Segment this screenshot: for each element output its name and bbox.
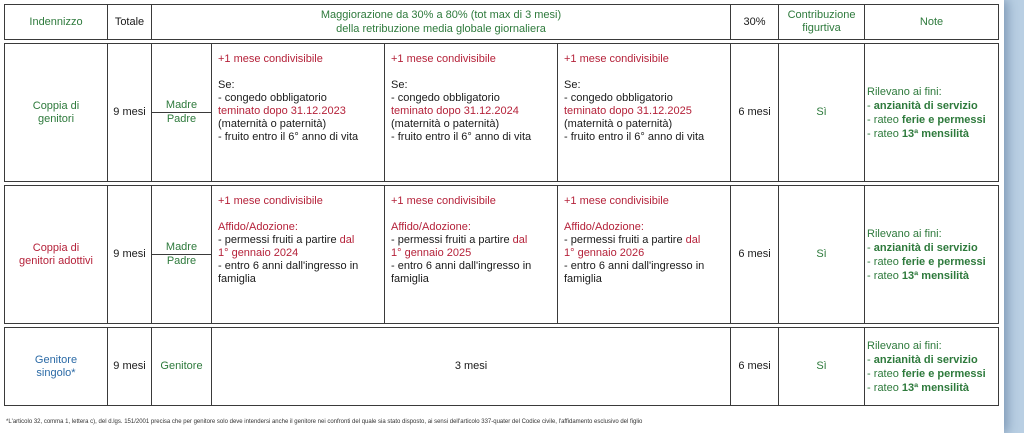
row2-period-2026 [558,186,731,324]
row3-period: 3 mesi [212,328,731,406]
period-date: 1° gennaio 2025 [391,247,472,259]
note-ferie: ferie e permessi [901,255,986,268]
period-line: - congedo obbligatorio [564,92,673,104]
period-line: famiglia [564,273,602,285]
row3-30pct: 6 mesi [731,328,779,406]
period-line: - fruito entro il 6° anno di vita [391,131,532,143]
row3-genitore: Genitore [152,328,212,406]
period-line: - permessi fruiti a partire [391,234,513,246]
header-maggiorazione-line2: della retribuzione media globale giornaliera [336,23,546,35]
row2-madre-padre [152,186,212,324]
note-ferie: ferie e permessi [901,113,986,126]
note-rateo: rateo [873,113,902,126]
period-line: Affido/Adozione: [391,221,471,233]
period-line: - congedo obbligatorio [218,92,327,104]
congedo-parentale-table [4,4,999,406]
header-contribuzione [779,5,865,40]
period-line: Se: [218,79,235,91]
period-line: - entro 6 anni dall'ingresso in [391,260,532,272]
header-maggiorazione-line1: Maggiorazione da 30% a 80% (tot max di 3 mesi) [320,9,562,21]
note-rateo: rateo [873,127,902,140]
row2-totale: 9 mesi [108,186,152,324]
row1-period-2024 [212,44,385,182]
row3-contribuzione: Sì [779,328,865,406]
header-30pct: 30% [731,5,779,40]
note-mensilita: 13ª mensilità [901,269,969,282]
period-line: Se: [564,79,581,91]
period-line: Affido/Adozione: [218,221,298,233]
row1-period-2025 [385,44,558,182]
period-title: +1 mese condivisibile [391,195,496,207]
row2-madre: Madre [152,241,211,255]
note-lead: Rilevano ai fini: [867,85,942,98]
row1-contribuzione: Sì [779,44,865,182]
period-dal: dal [339,234,355,246]
period-line: - fruito entro il 6° anno di vita [218,131,359,143]
note-rateo: rateo [873,269,902,282]
row1-indennizzo-line2: genitori [37,112,75,125]
period-line: - congedo obbligatorio [391,92,500,104]
row2-period-2024 [212,186,385,324]
row1-madre-padre [152,44,212,182]
row-coppia-genitori-adottivi [5,186,999,324]
row3-note: Rilevano ai fini: - anzianità di servizio - rateo ferie e permessi - rateo 13ª mensilità [865,328,999,406]
period-line: Se: [391,79,408,91]
note-mensilita: 13ª mensilità [901,127,969,140]
header-contribuzione-line2: figurtiva [802,22,841,34]
period-title: +1 mese condivisibile [564,53,669,65]
note-ferie: ferie e permessi [901,367,986,380]
period-line: Affido/Adozione: [564,221,644,233]
period-line: - entro 6 anni dall'ingresso in [564,260,705,272]
row2-padre: Padre [166,255,197,267]
note-mensilita: 13ª mensilità [901,381,969,394]
row3-totale: 9 mesi [108,328,152,406]
period-date: teminato dopo 31.12.2024 [391,105,519,117]
note-rateo: rateo [873,381,902,394]
period-date: 1° gennaio 2024 [218,247,299,259]
row3-indennizzo [5,328,108,406]
period-date: teminato dopo 31.12.2025 [564,105,692,117]
header-indennizzo: Indennizzo [5,5,108,40]
period-line: famiglia [391,273,429,285]
row2-indennizzo [5,186,108,324]
footnote: *L'articolo 32, comma 1, lettera c), del d.lgs. 151/2001 precisa che per genitore solo deve intendersi anche il genitore nei confronti del quale sia stato disposto, ai sensi dell'articolo 337-quater del Codice civile, l'affidamento esclusivo del figlio [6,419,643,425]
period-title: +1 mese condivisibile [218,195,323,207]
row-coppia-genitori [5,44,999,182]
row3-indennizzo-line2: singolo* [36,366,76,379]
note-anzianita: anzianità di servizio [873,353,978,366]
period-line: (maternità o paternità) [564,118,673,130]
period-line: (maternità o paternità) [391,118,500,130]
header-totale: Totale [108,5,152,40]
period-line: - entro 6 anni dall'ingresso in [218,260,359,272]
row1-indennizzo-line1: Coppia di [32,99,80,112]
period-date: 1° gennaio 2026 [564,247,645,259]
period-title: +1 mese condivisibile [218,53,323,65]
period-line: - permessi fruiti a partire [218,234,340,246]
row2-period-2025 [385,186,558,324]
period-dal: dal [512,234,528,246]
row2-indennizzo-line1: Coppia di [32,241,80,254]
row-genitore-singolo [5,328,999,406]
period-line: (maternità o paternità) [218,118,327,130]
period-line: famiglia [218,273,256,285]
header-row [5,5,999,40]
period-title: +1 mese condivisibile [391,53,496,65]
row1-30pct: 6 mesi [731,44,779,182]
period-date: teminato dopo 31.12.2023 [218,105,346,117]
note-anzianita: anzianità di servizio [873,99,978,112]
row1-totale: 9 mesi [108,44,152,182]
row2-30pct: 6 mesi [731,186,779,324]
row2-contribuzione: Sì [779,186,865,324]
row3-indennizzo-line1: Genitore [34,353,78,366]
period-dal: dal [685,234,701,246]
row1-padre: Padre [166,113,197,125]
note-rateo: rateo [873,255,902,268]
row1-indennizzo [5,44,108,182]
row1-note: Rilevano ai fini: - anzianità di servizio - rateo ferie e permessi - rateo 13ª mensilità [865,44,999,182]
period-line: - permessi fruiti a partire [564,234,686,246]
note-lead: Rilevano ai fini: [867,227,942,240]
row2-note: Rilevano ai fini: - anzianità di servizio - rateo ferie e permessi - rateo 13ª mensilità [865,186,999,324]
period-line: - fruito entro il 6° anno di vita [564,131,705,143]
row2-indennizzo-line2: genitori adottivi [19,254,93,267]
header-note: Note [865,5,999,40]
note-anzianita: anzianità di servizio [873,241,978,254]
row1-madre: Madre [152,99,211,113]
period-title: +1 mese condivisibile [564,195,669,207]
row1-period-2026 [558,44,731,182]
header-contribuzione-line1: Contribuzione [787,9,856,21]
header-maggiorazione [152,5,731,40]
note-lead: Rilevano ai fini: [867,339,942,352]
note-rateo: rateo [873,367,902,380]
